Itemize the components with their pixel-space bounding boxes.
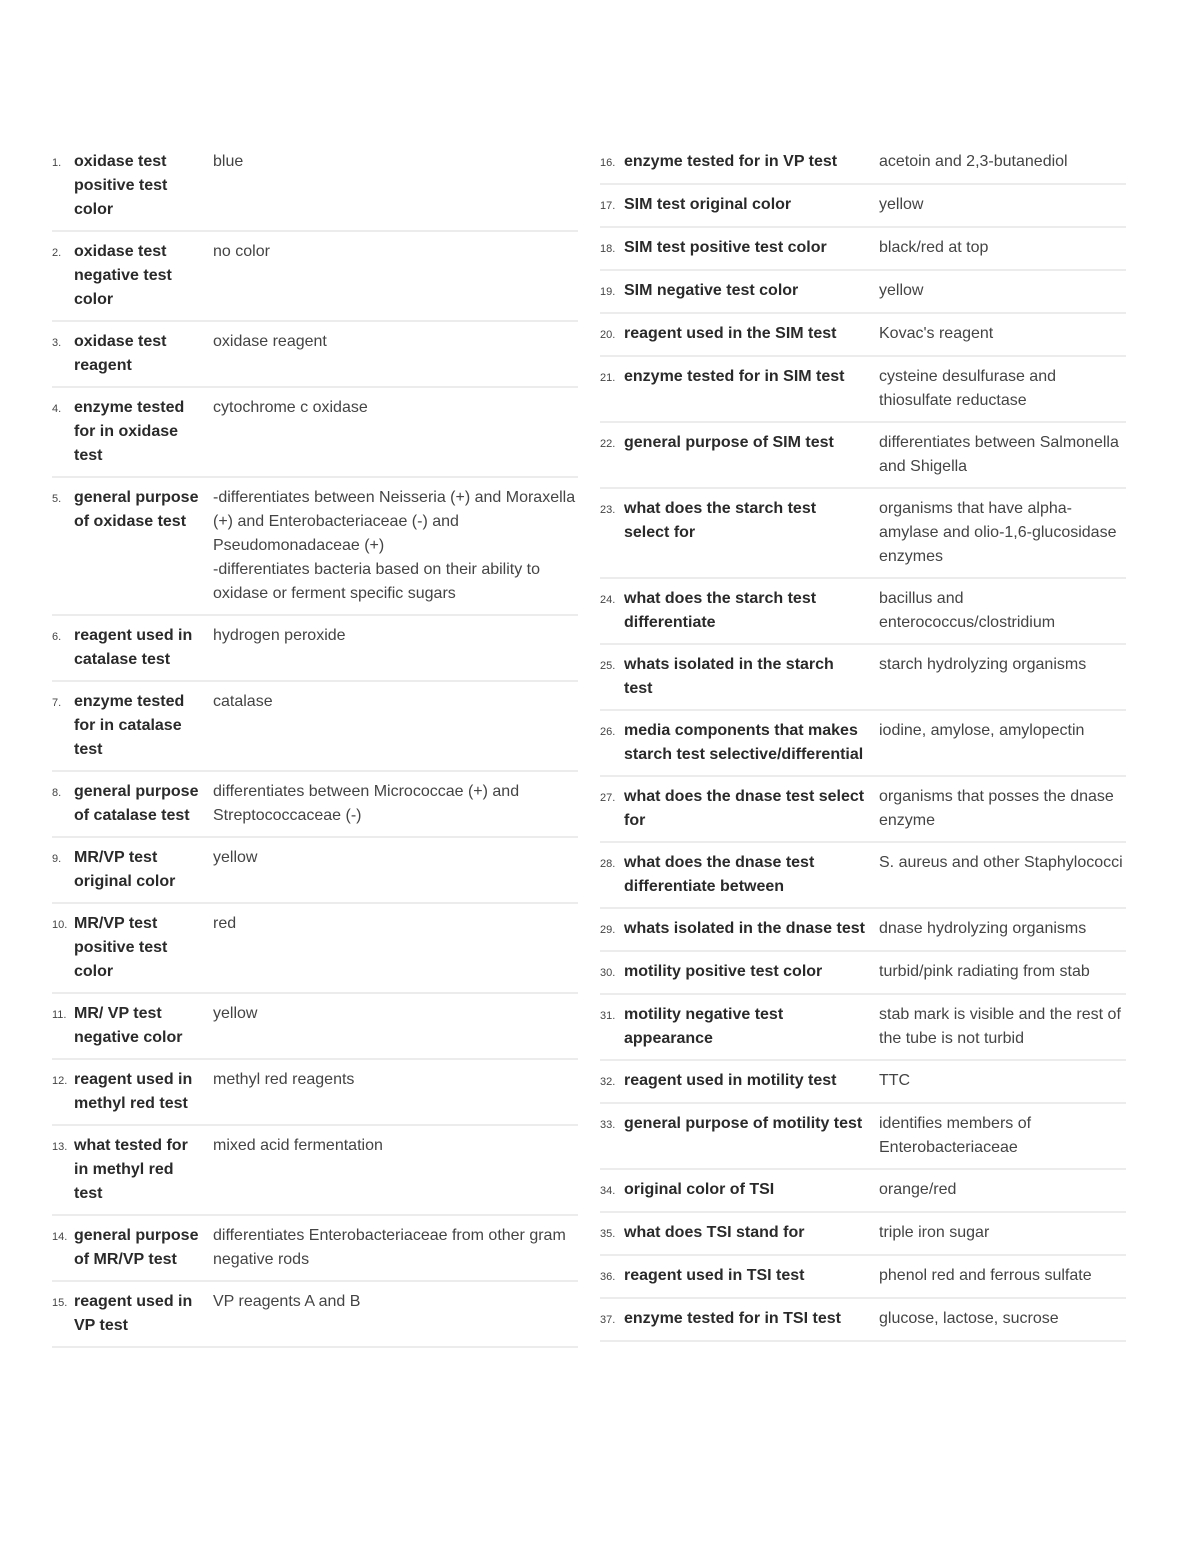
card-number: 18.	[600, 243, 616, 255]
card-term: enzyme tested for in VP test	[624, 153, 838, 170]
card-definition: yellow	[879, 282, 924, 299]
card-number: 16.	[600, 157, 616, 169]
card-number: 21.	[600, 372, 616, 384]
card-definition: stab mark is visible and the rest of the tube is not turbid	[879, 1006, 1121, 1047]
flashcard-23	[600, 497, 1126, 579]
flashcard-26	[600, 719, 1126, 777]
card-definition: phenol red and ferrous sulfate	[879, 1267, 1092, 1284]
card-definition: differentiates between Micrococcae (+) and Streptococcaceae (-)	[213, 783, 520, 824]
card-term: motility positive test color	[624, 963, 823, 980]
flashcard-20	[600, 322, 1126, 357]
card-term: general purpose of catalase test	[74, 783, 199, 824]
card-definition: catalase	[213, 693, 273, 710]
flashcard-8	[52, 780, 578, 838]
card-number: 30.	[600, 967, 616, 979]
flashcard-15	[52, 1290, 578, 1348]
flashcard-17	[600, 193, 1126, 228]
card-number: 9.	[52, 853, 62, 865]
flashcard-21	[600, 365, 1126, 423]
flashcard-1	[52, 150, 578, 232]
card-number: 37.	[600, 1314, 616, 1326]
card-number: 7.	[52, 697, 62, 709]
flashcard-16	[600, 150, 1126, 185]
card-term: reagent used in the SIM test	[624, 325, 837, 342]
card-term: general purpose of oxidase test	[74, 489, 199, 530]
card-term: general purpose of SIM test	[624, 434, 834, 451]
card-term: motility negative test appearance	[624, 1006, 784, 1047]
card-definition: blue	[213, 153, 244, 170]
card-term: oxidase test negative test color	[74, 243, 172, 308]
flashcard-19	[600, 279, 1126, 314]
card-number: 25.	[600, 660, 616, 672]
card-term: enzyme tested for in TSI test	[624, 1310, 841, 1327]
card-term: general purpose of motility test	[624, 1115, 863, 1132]
card-term: enzyme tested for in SIM test	[624, 368, 845, 385]
card-term: enzyme tested for in oxidase test	[74, 399, 185, 464]
card-term: what does the dnase test differentiate between	[624, 854, 815, 895]
flashcard-35	[600, 1221, 1126, 1256]
card-number: 29.	[600, 924, 616, 936]
card-definition: cytochrome c oxidase	[213, 399, 368, 416]
card-term: general purpose of MR/VP test	[74, 1227, 199, 1268]
flashcard-27	[600, 785, 1126, 843]
card-definition: cysteine desulfurase and thiosulfate reductase	[879, 368, 1056, 409]
card-term: enzyme tested for in catalase test	[74, 693, 185, 758]
card-term: oxidase test reagent	[74, 333, 167, 374]
card-number: 34.	[600, 1185, 616, 1197]
card-definition: glucose, lactose, sucrose	[879, 1310, 1059, 1327]
card-number: 11.	[52, 1009, 67, 1021]
card-definition: mixed acid fermentation	[213, 1137, 383, 1154]
card-definition: yellow	[879, 196, 924, 213]
flashcard-34	[600, 1178, 1126, 1213]
flashcard-18	[600, 236, 1126, 271]
card-term: reagent used in motility test	[624, 1072, 837, 1089]
card-term: whats isolated in the dnase test	[624, 920, 865, 937]
card-number: 17.	[600, 200, 616, 212]
card-definition: -differentiates between Neisseria (+) and Moraxella (+) and Enterobacteriaceae (-) and Pseudomonadaceae (+) -differentiates bacteria based on their ability to oxidase or ferment specific sugars	[213, 489, 576, 602]
card-term: MR/ VP test negative color	[74, 1005, 183, 1046]
card-definition: oxidase reagent	[213, 333, 327, 350]
flashcard-6	[52, 624, 578, 682]
flashcard-31	[600, 1003, 1126, 1061]
card-definition: acetoin and 2,3-butanediol	[879, 153, 1068, 170]
flashcard-7	[52, 690, 578, 772]
flashcard-12	[52, 1068, 578, 1126]
card-definition: triple iron sugar	[879, 1224, 990, 1241]
flashcard-2	[52, 240, 578, 322]
card-definition: iodine, amylose, amylopectin	[879, 722, 1085, 739]
flashcard-32	[600, 1069, 1126, 1104]
card-definition: hydrogen peroxide	[213, 627, 346, 644]
flashcard-25	[600, 653, 1126, 711]
card-definition: methyl red reagents	[213, 1071, 355, 1088]
flashcard-10	[52, 912, 578, 994]
flashcard-36	[600, 1264, 1126, 1299]
flashcard-22	[600, 431, 1126, 489]
card-definition: organisms that posses the dnase enzyme	[879, 788, 1114, 829]
card-number: 8.	[52, 787, 62, 799]
card-definition: S. aureus and other Staphylococci	[879, 854, 1123, 871]
card-number: 4.	[52, 403, 62, 415]
card-number: 1.	[52, 157, 62, 169]
flashcard-28	[600, 851, 1126, 909]
flashcard-3	[52, 330, 578, 388]
card-number: 24.	[600, 594, 616, 606]
card-definition: black/red at top	[879, 239, 989, 256]
card-term: what does the dnase test select for	[624, 788, 865, 829]
card-definition: organisms that have alpha-amylase and olio-1,6-glucosidase enzymes	[879, 500, 1117, 565]
card-definition: differentiates Enterobacteriaceae from other gram negative rods	[213, 1227, 566, 1268]
card-definition: orange/red	[879, 1181, 957, 1198]
card-number: 10.	[52, 919, 68, 931]
card-definition: dnase hydrolyzing organisms	[879, 920, 1087, 937]
card-term: whats isolated in the starch test	[624, 656, 834, 697]
flashcard-13	[52, 1134, 578, 1216]
card-definition: yellow	[213, 1005, 258, 1022]
flashcard-37	[600, 1307, 1126, 1342]
card-definition: no color	[213, 243, 270, 260]
card-number: 23.	[600, 504, 616, 516]
card-term: SIM negative test color	[624, 282, 799, 299]
flashcard-9	[52, 846, 578, 904]
card-number: 6.	[52, 631, 62, 643]
card-definition: red	[213, 915, 237, 932]
card-definition: yellow	[213, 849, 258, 866]
card-term: SIM test original color	[624, 196, 792, 213]
card-number: 28.	[600, 858, 616, 870]
card-number: 15.	[52, 1297, 68, 1309]
card-number: 33.	[600, 1119, 616, 1131]
card-number: 13.	[52, 1141, 68, 1153]
card-number: 35.	[600, 1228, 616, 1240]
card-term: original color of TSI	[624, 1181, 775, 1198]
card-number: 27.	[600, 792, 616, 804]
card-number: 32.	[600, 1076, 616, 1088]
card-term: reagent used in catalase test	[74, 627, 193, 668]
card-number: 31.	[600, 1010, 616, 1022]
card-term: what tested for in methyl red test	[74, 1137, 188, 1202]
flashcard-30	[600, 960, 1126, 995]
card-term: what does TSI stand for	[624, 1224, 805, 1241]
card-definition: TTC	[879, 1072, 911, 1089]
card-term: what does the starch test select for	[624, 500, 817, 541]
flashcard-list-left	[52, 150, 578, 1356]
card-term: MR/VP test original color	[74, 849, 176, 890]
card-number: 20.	[600, 329, 616, 341]
card-definition: identifies members of Enterobacteriaceae	[879, 1115, 1032, 1156]
flashcard-33	[600, 1112, 1126, 1170]
card-number: 3.	[52, 337, 62, 349]
card-term: reagent used in VP test	[74, 1293, 193, 1334]
flashcard-list-right	[600, 150, 1126, 1350]
card-number: 22.	[600, 438, 616, 450]
card-number: 26.	[600, 726, 616, 738]
card-definition: bacillus and enterococcus/clostridium	[879, 590, 1056, 631]
card-term: reagent used in methyl red test	[74, 1071, 193, 1112]
card-number: 19.	[600, 286, 616, 298]
card-term: MR/VP test positive test color	[74, 915, 168, 980]
card-term: oxidase test positive test color	[74, 153, 168, 218]
card-term: what does the starch test differentiate	[624, 590, 817, 631]
card-definition: differentiates between Salmonella and Shigella	[879, 434, 1119, 475]
flashcard-24	[600, 587, 1126, 645]
card-number: 5.	[52, 493, 62, 505]
flashcard-11	[52, 1002, 578, 1060]
card-term: media components that makes starch test selective/differential	[624, 722, 864, 763]
flashcard-14	[52, 1224, 578, 1282]
card-number: 12.	[52, 1075, 68, 1087]
card-term: reagent used in TSI test	[624, 1267, 805, 1284]
card-term: SIM test positive test color	[624, 239, 827, 256]
card-definition: Kovac's reagent	[879, 325, 994, 342]
flashcard-4	[52, 396, 578, 478]
card-number: 14.	[52, 1231, 68, 1243]
flashcard-29	[600, 917, 1126, 952]
card-number: 2.	[52, 247, 62, 259]
card-definition: turbid/pink radiating from stab	[879, 963, 1090, 980]
flashcard-5	[52, 486, 578, 616]
card-definition: starch hydrolyzing organisms	[879, 656, 1087, 673]
card-definition: VP reagents A and B	[213, 1293, 361, 1310]
card-number: 36.	[600, 1271, 616, 1283]
